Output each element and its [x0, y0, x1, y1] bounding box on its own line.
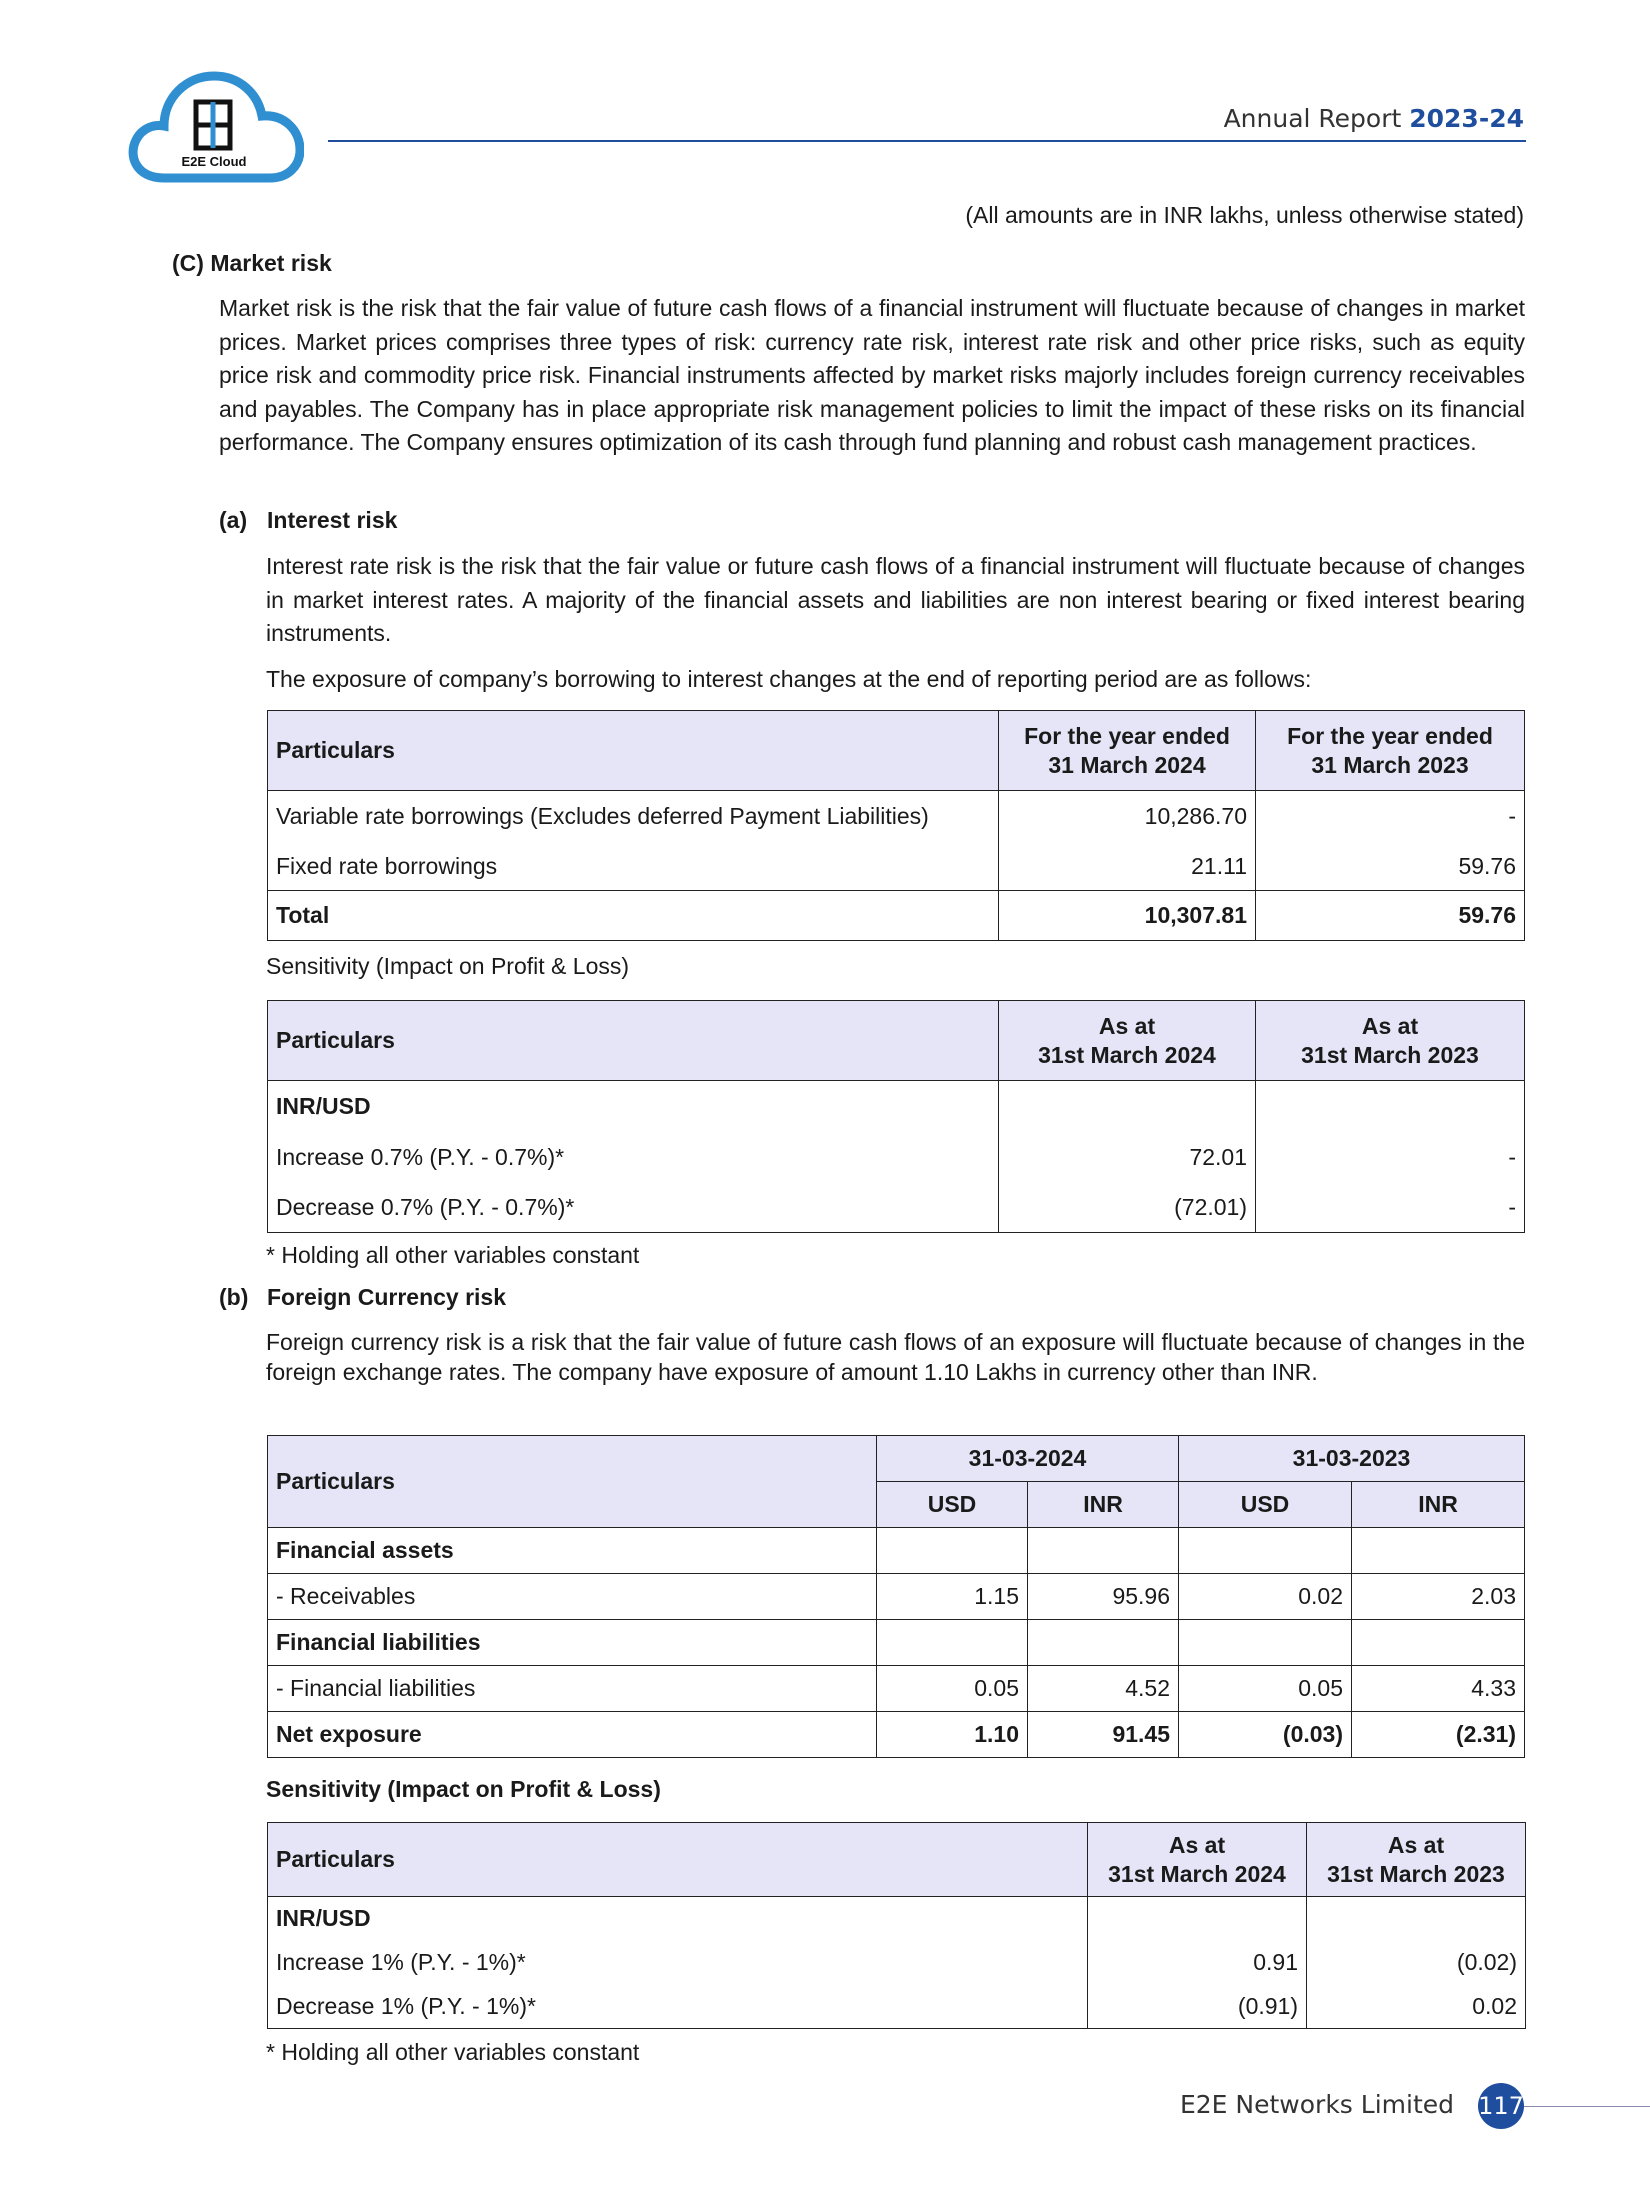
table-header: As at 31st March 2023: [1256, 1001, 1525, 1081]
table-row: Financial assets: [268, 1528, 1525, 1574]
table-row-total: Total 10,307.81 59.76: [268, 891, 1525, 941]
sensitivity-caption: Sensitivity (Impact on Profit & Loss): [266, 1776, 661, 1802]
table-header: As at 31st March 2024: [999, 1001, 1256, 1081]
e2e-cloud-logo: [124, 60, 304, 185]
interest-risk-label: (a): [219, 507, 248, 533]
foreign-exposure-table: [267, 1435, 1525, 1758]
table-header: For the year ended 31 March 2023: [1256, 711, 1525, 791]
table-row: Increase 1% (P.Y. - 1%)* 0.91 (0.02): [268, 1941, 1526, 1985]
period-header: 31-03-2023: [1179, 1436, 1525, 1482]
foreign-risk-paragraph: Foreign currency risk is a risk that the fair value of future cash flows of an exposure will fluctuate because of changes in the foreign exchange rates. The company have exposure of amount 1.10 Lakhs in currency other than INR.: [266, 1329, 1525, 1385]
footnote: * Holding all other variables constant: [266, 2039, 640, 2065]
table-row: INR/USD: [268, 1897, 1526, 1941]
market-risk-heading: (C) Market risk: [172, 250, 332, 276]
logo-text: E2E Cloud: [181, 154, 247, 169]
table-row: Decrease 1% (P.Y. - 1%)* (0.91) 0.02: [268, 1985, 1526, 2029]
table-row: Increase 0.7% (P.Y. - 0.7%)* 72.01 -: [268, 1133, 1525, 1183]
table-header: For the year ended 31 March 2024: [999, 711, 1256, 791]
borrowings-table: [267, 710, 1525, 941]
table-row: - Receivables 1.15 95.96 0.02 2.03: [268, 1574, 1525, 1620]
currency-header: USD: [877, 1482, 1028, 1528]
foreign-sensitivity-table: [267, 1822, 1526, 2029]
table-row: Financial liabilities: [268, 1620, 1525, 1666]
table-header: Particulars: [268, 1001, 999, 1081]
report-title-text: Annual Report: [1223, 104, 1402, 133]
exposure-text: The exposure of company’s borrowing to interest changes at the end of reporting period are as follows:: [266, 666, 1312, 692]
report-year: 2023-24: [1409, 104, 1524, 133]
footer-company: E2E Networks Limited: [1179, 2090, 1454, 2119]
footer-rule: [1523, 2106, 1650, 2107]
currency-header: INR: [1028, 1482, 1179, 1528]
page-number: 117: [1478, 2083, 1524, 2129]
table-row: Variable rate borrowings (Excludes deferred Payment Liabilities) 10,286.70 -: [268, 791, 1525, 843]
currency-header: USD: [1179, 1482, 1352, 1528]
foreign-risk-label: (b): [219, 1284, 249, 1310]
table-row: Fixed rate borrowings 21.11 59.76: [268, 843, 1525, 891]
foreign-risk-heading: [219, 1284, 506, 1311]
table-row: Decrease 0.7% (P.Y. - 0.7%)* (72.01) -: [268, 1183, 1525, 1233]
table-header: As at 31st March 2023: [1307, 1823, 1526, 1897]
interest-risk-heading: [219, 507, 397, 534]
period-header: 31-03-2024: [877, 1436, 1179, 1482]
amounts-note: (All amounts are in INR lakhs, unless otherwise stated): [965, 202, 1524, 228]
table-header: Particulars: [268, 711, 999, 791]
header-rule: [328, 140, 1526, 142]
table-row: - Financial liabilities 0.05 4.52 0.05 4.33: [268, 1666, 1525, 1712]
interest-sensitivity-table: [267, 1000, 1525, 1233]
table-row-total: Net exposure 1.10 91.45 (0.03) (2.31): [268, 1712, 1525, 1758]
foreign-risk-title: Foreign Currency risk: [267, 1284, 507, 1310]
table-header: As at 31st March 2024: [1088, 1823, 1307, 1897]
market-risk-paragraph: Market risk is the risk that the fair value of future cash flows of a financial instrument will fluctuate because of changes in market prices. Market prices comprises three types of risk: currency rate risk, interest rate risk and other price risks, such as equity price risk and commodity price risk. Financial instruments affected by market risks majorly includes foreign currency receivables and payables. The Company has in place appropriate risk management policies to limit the impact of these risks on its financial performance. The Company ensures optimization of its cash through fund planning and robust cash management practices.: [219, 295, 1525, 455]
table-header: Particulars: [268, 1436, 877, 1528]
interest-risk-title: Interest risk: [267, 507, 398, 533]
report-title: [1224, 104, 1524, 133]
table-row: INR/USD: [268, 1081, 1525, 1133]
sensitivity-caption: Sensitivity (Impact on Profit & Loss): [266, 953, 630, 979]
interest-risk-paragraph: Interest rate risk is the risk that the fair value or future cash flows of a financial instrument will fluctuate because of changes in market interest rates. A majority of the financial assets and liabilities are non interest bearing or fixed interest bearing instruments.: [266, 553, 1525, 646]
currency-header: INR: [1352, 1482, 1525, 1528]
table-header: Particulars: [268, 1823, 1088, 1897]
footnote: * Holding all other variables constant: [266, 1242, 640, 1268]
